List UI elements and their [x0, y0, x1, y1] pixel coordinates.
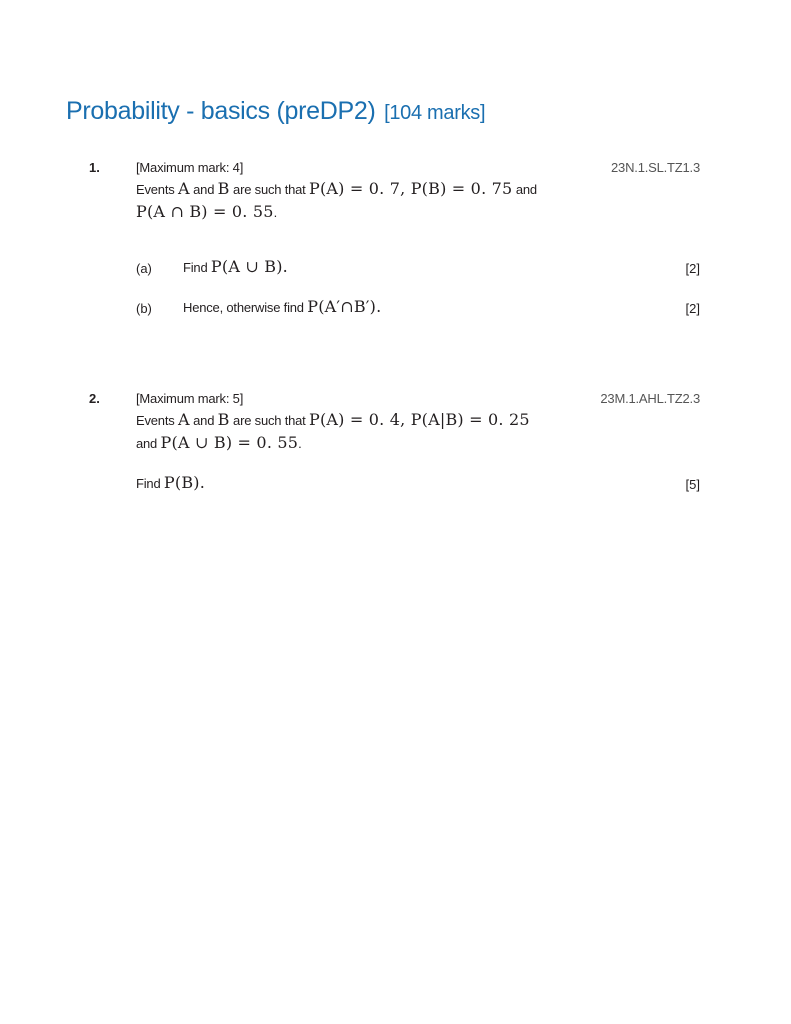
question-1-part-b-marks: [2]: [685, 301, 700, 316]
question-1-reference: 23N.1.SL.TZ1.3: [611, 160, 700, 175]
math-probabilities: P(A) = 0. 7, P(B) = 0. 75: [309, 179, 513, 198]
math-intersection: P(A ∩ B) = 0. 55: [136, 202, 274, 221]
question-2-max-mark: [Maximum mark: 5]: [136, 391, 244, 406]
question-1-part-b-text: Hence, otherwise find P(A′∩B′).: [183, 297, 382, 316]
question-2-stem-line-2: and P(A ∪ B) = 0. 55.: [136, 433, 302, 452]
question-1-part-b-label: (b): [136, 301, 152, 316]
question-1-stem-line-1: Events A and B are such that P(A) = 0. 7, P(B) = 0. 75 and: [136, 179, 537, 198]
math-var-a: A: [177, 410, 190, 429]
question-1-part-a-label: (a): [136, 261, 152, 276]
page-title: [66, 90, 485, 127]
question-2-marks: [5]: [685, 477, 700, 492]
math-union: P(A ∪ B).: [210, 257, 288, 276]
question-2-task: Find P(B).: [136, 473, 205, 492]
question-2: [136, 391, 700, 501]
question-1-stem-line-2: P(A ∩ B) = 0. 55.: [136, 202, 278, 221]
math-var-a: A: [177, 179, 190, 198]
question-1-number: 1.: [89, 160, 100, 175]
math-probabilities: P(A) = 0. 4, P(A|B) = 0. 25: [309, 410, 530, 429]
math-union: P(A ∪ B) = 0. 55: [160, 433, 299, 452]
question-1-part-a-text: Find P(A ∪ B).: [183, 257, 288, 276]
question-1: [136, 160, 700, 320]
question-1-part-a-marks: [2]: [685, 261, 700, 276]
question-2-number: 2.: [89, 391, 100, 406]
question-2-stem-line-1: Events A and B are such that P(A) = 0. 4, P(A|B) = 0. 25: [136, 410, 530, 429]
title-main: Probability - basics (preDP2): [66, 97, 376, 125]
title-total-marks: [104 marks]: [384, 102, 486, 124]
math-var-b: B: [217, 179, 230, 198]
math-find-b: P(B).: [163, 473, 205, 492]
question-1-max-mark: [Maximum mark: 4]: [136, 160, 244, 175]
question-2-reference: 23M.1.AHL.TZ2.3: [600, 391, 700, 406]
math-complement-intersection: P(A′∩B′).: [307, 297, 382, 316]
math-var-b: B: [217, 410, 230, 429]
